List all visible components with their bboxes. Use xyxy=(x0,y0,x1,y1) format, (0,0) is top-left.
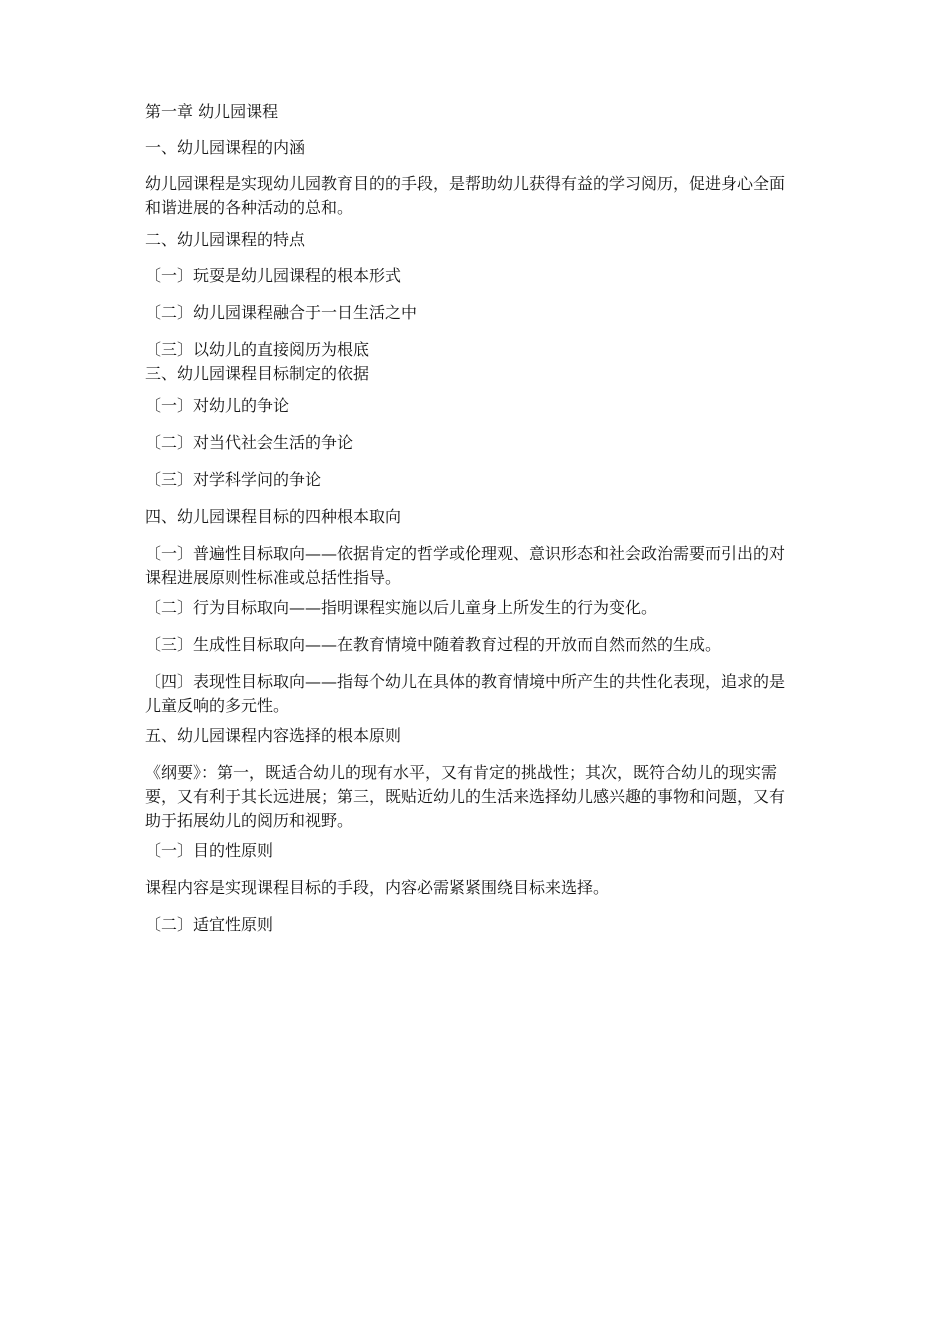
list-item: 〔二〕行为目标取向——指明课程实施以后儿童身上所发生的行为变化。 xyxy=(145,598,658,617)
list-item: 〔一〕对幼儿的争论 xyxy=(145,396,290,415)
document-page xyxy=(145,100,795,937)
list-item: 〔四〕表现性目标取向——指每个幼儿在具体的教育情境中所产生的共性化表现，追求的是儿童反响的多元性。 xyxy=(145,672,786,715)
section-heading: 五、幼儿园课程内容选择的根本原则 xyxy=(145,726,402,745)
section-heading: 三、幼儿园课程目标制定的依据 xyxy=(145,364,370,383)
section-heading: 一、幼儿园课程的内涵 xyxy=(145,138,306,157)
paragraph: 课程内容是实现课程目标的手段，内容必需紧紧围绕目标来选择。 xyxy=(145,878,610,897)
section-heading: 四、幼儿园课程目标的四种根本取向 xyxy=(145,507,402,526)
list-item: 〔二〕适宜性原则 xyxy=(145,915,274,934)
paragraph: 《纲要》：第一，既适合幼儿的现有水平，又有肯定的挑战性；其次，既符合幼儿的现实需要，又有利于其长远进展；第三，既贴近幼儿的生活来选择幼儿感兴趣的事物和问题，又有助于拓展幼儿的阅历和视野。 xyxy=(145,763,786,830)
section-heading: 二、幼儿园课程的特点 xyxy=(145,230,306,249)
list-item: 〔一〕玩耍是幼儿园课程的根本形式 xyxy=(145,266,402,285)
list-item: 〔一〕普遍性目标取向——依据肯定的哲学或伦理观、意识形态和社会政治需要而引出的对课程进展原则性标准或总括性指导。 xyxy=(145,544,786,587)
list-item: 〔一〕目的性原则 xyxy=(145,841,274,860)
list-item: 〔二〕幼儿园课程融合于一日生活之中 xyxy=(145,303,418,322)
paragraph: 幼儿园课程是实现幼儿园教育目的的手段，是帮助幼儿获得有益的学习阅历，促进身心全面和谐进展的各种活动的总和。 xyxy=(145,174,786,217)
chapter-title: 第一章 幼儿园课程 xyxy=(145,102,279,121)
list-item: 〔三〕对学科学问的争论 xyxy=(145,470,322,489)
list-item: 〔三〕以幼儿的直接阅历为根底 xyxy=(145,340,370,359)
list-item: 〔二〕对当代社会生活的争论 xyxy=(145,433,354,452)
list-item: 〔三〕生成性目标取向——在教育情境中随着教育过程的开放而自然而然的生成。 xyxy=(145,635,722,654)
